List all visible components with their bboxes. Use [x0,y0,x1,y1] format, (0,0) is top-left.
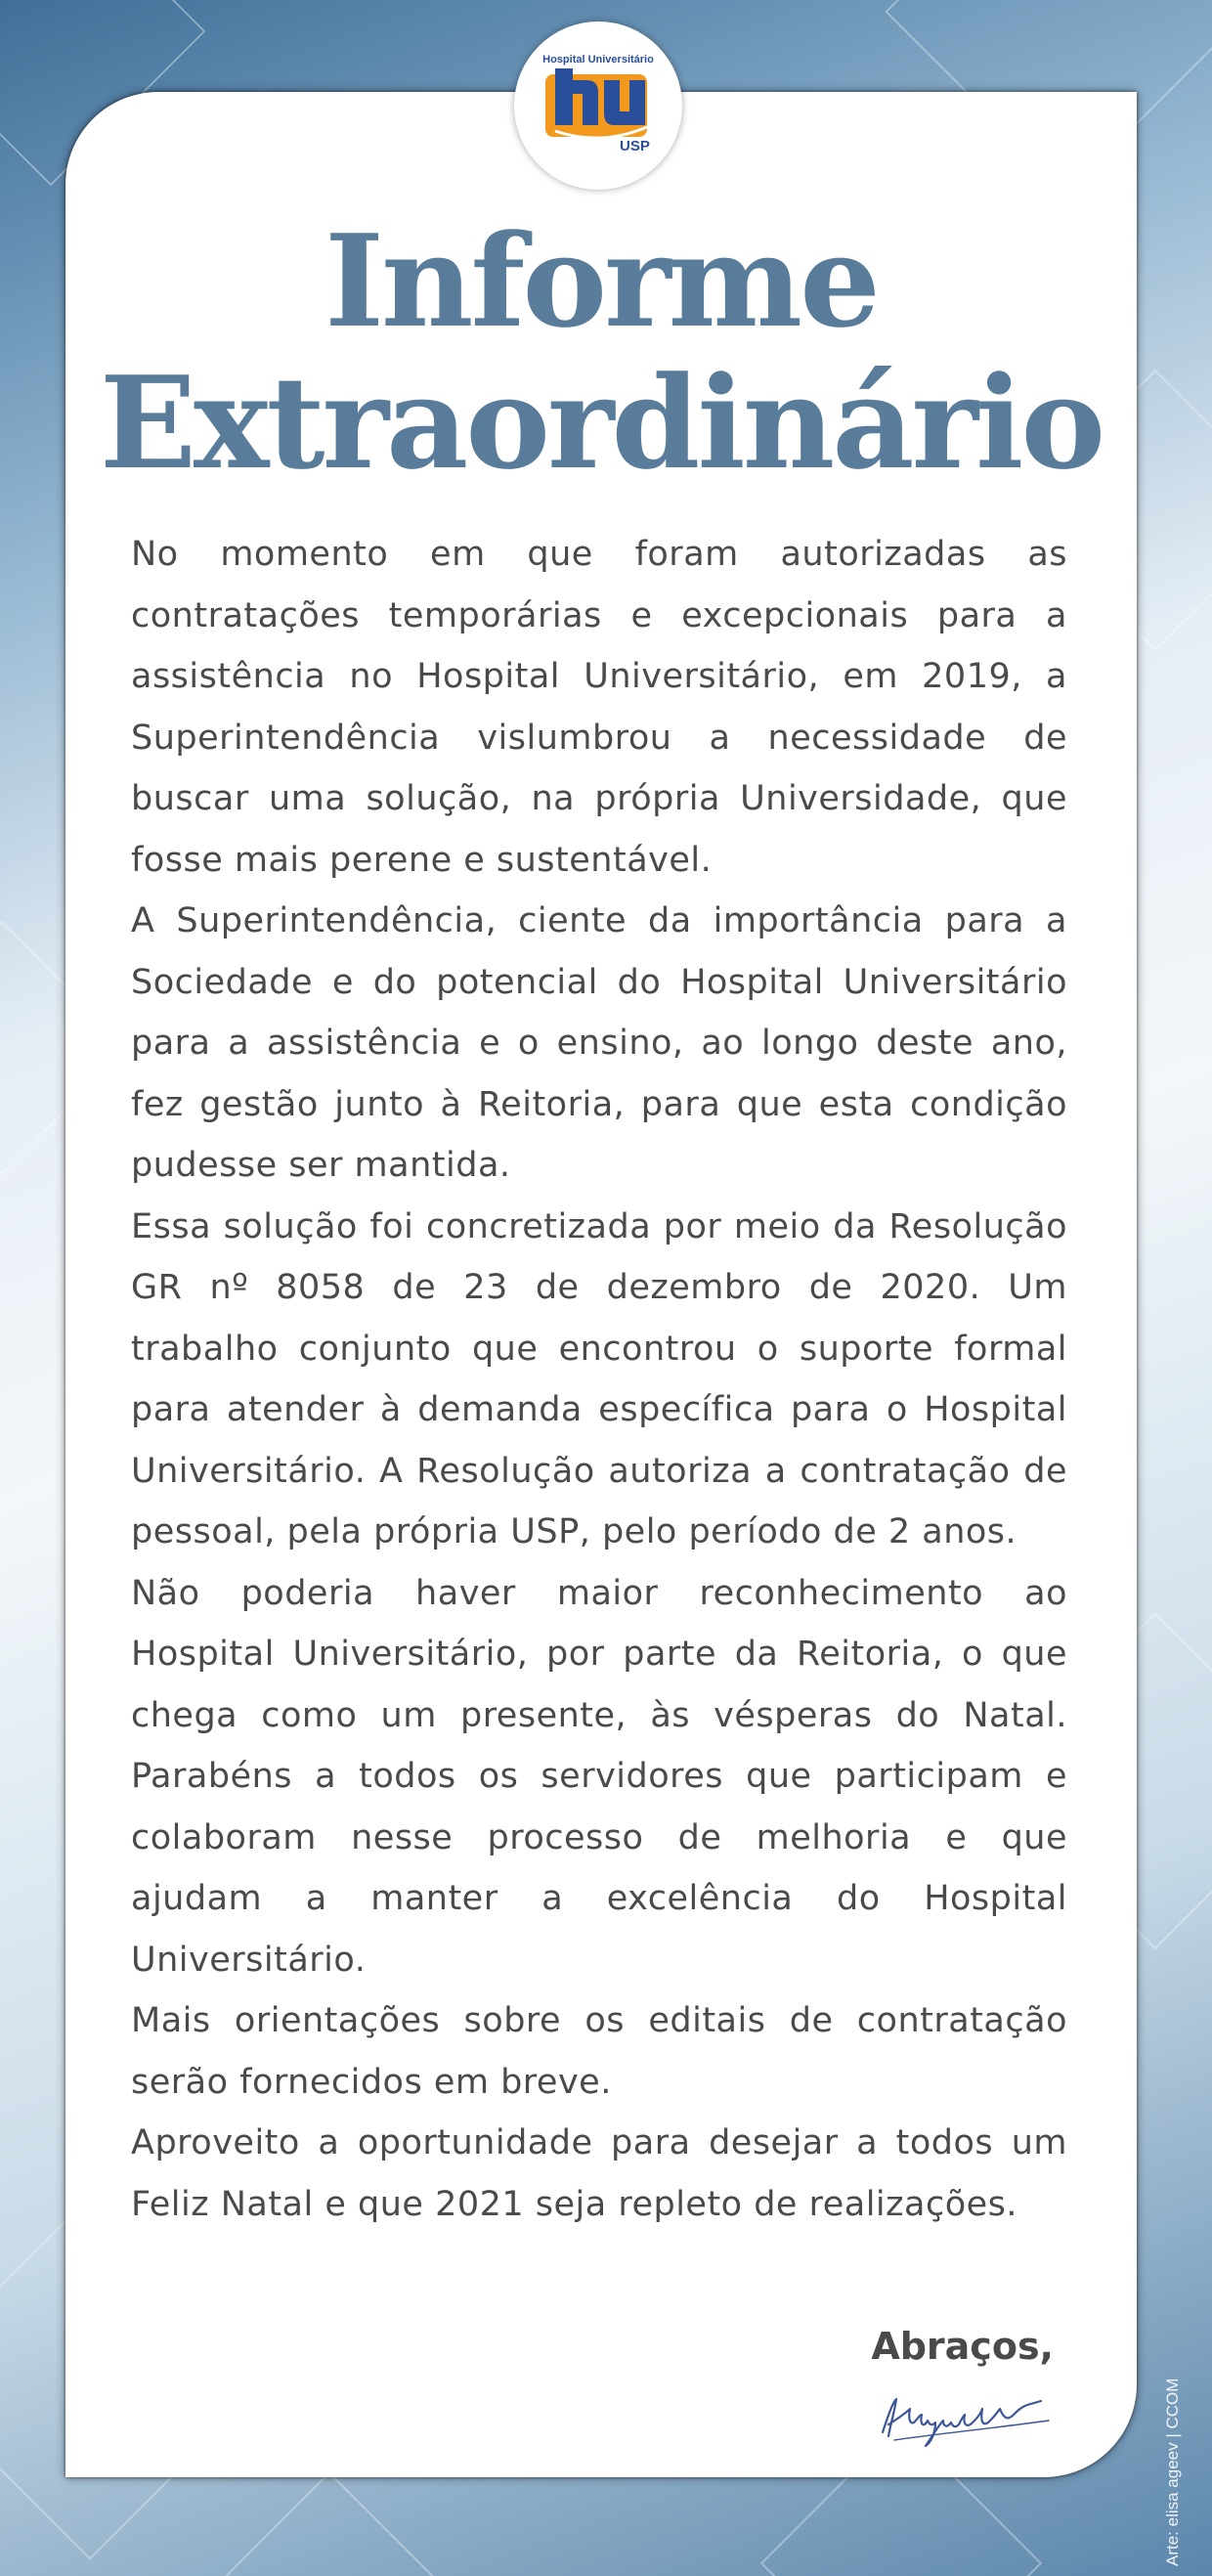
title-line-2: Extraordinário [99,348,1104,498]
logo-hospital-text: Hospital Universitário [542,54,654,65]
paragraph: Aproveito a oportunidade para desejar a todos um Feliz Natal e que 2021 seja repleto de realizações. [131,2123,1067,2224]
logo-usp-text: USP [620,138,650,154]
paragraph: Mais orientações sobre os editais de contratação serão fornecidos em breve. [131,2001,1067,2102]
paragraph: Essa solução foi concretizada por meio da Resolução GR nº 8058 de 23 de dezembro de 2020. Um trabalho conjunto que encontrou o suporte formal para atender à demanda específica para o Hospital Universitário. A Resolução autoriza a contratação de pessoal, pela própria USP, pelo período de 2 anos. [131,1206,1067,1551]
paragraph: No momento em que foram autorizadas as contratações temporárias e excepcionais para a assistência no Hospital Universitário, em 2019, a Superintendência vislumbrou a necessidade de buscar uma solução, na própria Universidade, que fosse mais perene e sustentável. [131,535,1067,880]
hu-logo-mark [543,66,653,145]
announcement-body [131,524,1067,2235]
closing-salutation: Abraços, [871,2325,1054,2368]
art-credit: Arte: elisa ageev | CCOM [1163,2378,1182,2566]
paragraph: Não poderia haver maior reconhecimento ao Hospital Universitário, por parte da Reitoria, o que chega como um presente, às vésperas do Natal. Parabéns a todos os servidores que participam e colaboram nesse processo de melhoria e que ajudam a manter a excelência do Hospital Universitário. [131,1573,1067,1980]
handwritten-signature [875,2385,1060,2454]
title-line-1: Informe [325,206,878,356]
paragraph: A Superintendência, ciente da importância para a Sociedade e do potencial do Hospital Universitário para a assistência e o ensino, ao longo deste ano, fez gestão junto à Reitoria, para que esta condição pudesse ser mantida. [131,901,1067,1185]
hospital-logo [514,22,682,190]
